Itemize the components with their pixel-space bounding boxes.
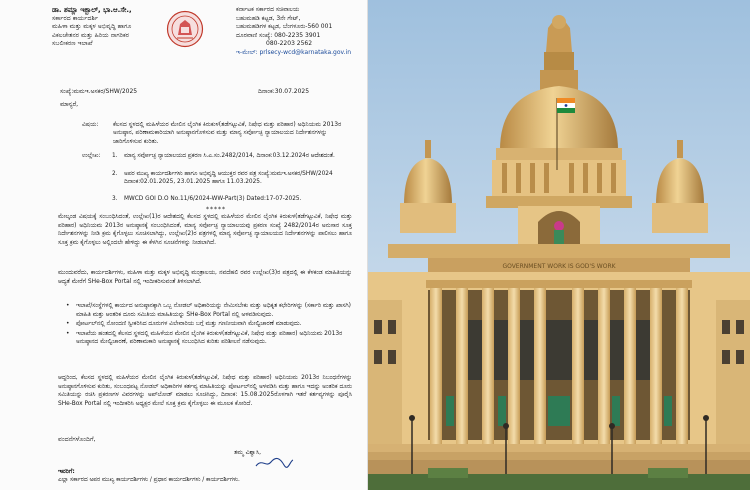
list-item: • ಇಲಾಖೆ/ಸಂಸ್ಥೆಗಳಲ್ಲಿ ಕಾರ್ಯದ ಅನುಷ್ಠಾನಕ್ಕಾಗಿ ಒಬ್ಬ ನೋಡಲ್ ಅಧಿಕಾರಿಯನ್ನು ನೇಮಿಸಬೇಕು ಮತ್ತು ಅಧಿಕೃತ ಕಛೇರಿಗಳನ್ನು (ಸರ್ಕಾರಿ ಮತ್ತು ಖಾಸಗಿ) ಮಾಹಿತಿ ಮತ್ತು ಆಂತರಿಕ ದೂರು ಸಮಿತಿಯ ಮಾಹಿತಿಯನ್ನು SHe-Box Portal ನಲ್ಲಿ ಅಳವಡಿಸುವುದು. xyxy=(76,302,366,319)
body-paragraph-3: ಆದ್ದರಿಂದ, ಕೆಲಸದ ಸ್ಥಳದಲ್ಲಿ ಮಹಿಳೆಯರ ಮೇಲಿನ ಲೈಂಗಿಕ ಕಿರುಕುಳ(ತಡೆಗಟ್ಟುವಿಕೆ, ನಿಷೇಧ ಮತ್ತು ಪರಿಹಾರ) ಅಧಿನಿಯಮ 2013ರ ನಿಬಂಧನೆಗಳನ್ನು ಅನುಷ್ಠಾನಗೊಳಿಸುವ ಕುರಿತು, ಸಂಬಂಧಪಟ್ಟ ನೋಡಲ್ ಅಧಿಕಾರಿಗಳ ಕರ್ತವ್ಯ ಮಾಹಿತಿಯನ್ನು ಪೋರ್ಟಲ್‌ನಲ್ಲಿ ಅಳವಡಿಸಿ ಮತ್ತು ಹಾಗೂ ಇದನ್ನು ಅಂತರಿಕ ದೂರು ಸಮಿತಿಯನ್ನು ರಚಿಸಿ ಪ್ರಕರಣಗಳ ವಿವರಗಳನ್ನು ಅಪ್‌ಲೋಡ್ ಮಾಡಲು ಸೂಚಿಸಿದ್ದು, ದಿನಾಂಕ: 15.08.2025ರೊಳಗಾಗಿ ಇತರೆ ಕರ್ತವ್ಯಗಳನ್ನು ಪೂರೈಸಿ SHe-Box Portal ನಲ್ಲಿ ಇಂದೀಕರಿಸಿ ಅಧ್ಯಕ್ಷರ ಮೇಲೆ ಸೂಕ್ತ ಕ್ರಮ ಕೈಗೊಳ್ಳಲು ಈ ಮೂಲಕ ಕೋರಿದೆ. xyxy=(58,375,352,407)
reference-item xyxy=(112,170,348,186)
reference-item xyxy=(112,152,348,160)
reference-number-label: 3. xyxy=(112,196,118,202)
body-paragraph-1: ಮೇಲ್ಕಂಡ ವಿಷಯಕ್ಕೆ ಸಂಬಂಧಿಸಿದಂತೆ, ಉಲ್ಲೇಖ(1)ರ ಆದೇಶದಲ್ಲಿ ಕೆಲಸದ ಸ್ಥಳದಲ್ಲಿ ಮಹಿಳೆಯರ ಮೇಲಿನ ಲೈಂಗಿಕ ಕಿರುಕುಳ(ತಡೆಗಟ್ಟುವಿಕೆ, ನಿಷೇಧ ಮತ್ತು ಪರಿಹಾರ) ಅಧಿನಿಯಮ 2013ರ ಅನುಷ್ಠಾನಕ್ಕೆ ಸಂಬಂಧಿಸಿದಂತೆ, ಮಾನ್ಯ ಸರ್ವೋಚ್ಛ ನ್ಯಾಯಾಲಯವು ಪ್ರಕರಣ ಸಂಖ್ಯೆ 2482/2014ರ ಅನುಸಾರ ಸೂಕ್ತ ನಿರ್ದೇಶನಗಳನ್ನು ನೀಡಿ ಕ್ರಮ ಕೈಗೊಳ್ಳಲು ಸೂಚಿಸಲಾಗಿದ್ದು, ಉಲ್ಲೇಖ(2)ರ ಪತ್ರಗಳಲ್ಲಿ ಮಾನ್ಯ ಸರ್ವೋಚ್ಛ ನ್ಯಾಯಾಲಯದ ನಿರ್ದೇಶನಗಳನ್ನು ಪಾಲಿಸಲು ಹಾಗೂ ಸೂಕ್ತ ಕ್ರಮ ಕೈಗೊಳ್ಳಲು ಅಲ್ಲಿಂದಲೇ ಹೇಳಿದ್ದು ಈ ಕೆಳಗಿನ ಸೂಚನೆಗಳನ್ನು ನೀಡಲಾಗಿದೆ. xyxy=(58,214,352,246)
column-capitals xyxy=(426,280,692,288)
sender-name: ಡಾ. ಶಮ್ಲಾ ಇಕ್ಬಾಲ್, ಭಾ.ಆ.ಸೇ., xyxy=(52,6,132,14)
building-illustration xyxy=(368,0,750,490)
reference-number-label: 1. xyxy=(112,153,118,159)
reference-number-label: 2. xyxy=(112,171,118,177)
letter-header-left xyxy=(52,6,162,49)
side-wing-left xyxy=(368,300,402,460)
list-item: • ಪೋರ್ಟಲ್‌ನಲ್ಲಿ ನೋಂದಣಿ ಸ್ವೀಕರಿಸಿದ ದೂರುಗಳ ವಿಲೇವಾರಿಯ ಬಗ್ಗೆ ಮತ್ತು ಗಣನೀಯವಾಗಿ ಮೇಲ್ವಿಚಾರಣೆ ಮಾಡುವುದು. xyxy=(76,320,366,329)
letter-date: ದಿನಾಂಕ:30.07.2025 xyxy=(258,88,310,95)
letter-header-right xyxy=(236,6,366,58)
recipients-text: ಎಲ್ಲಾ ಸರ್ಕಾರದ ಅಪರ ಮುಖ್ಯ ಕಾರ್ಯದರ್ಶಿಗಳು / ಪ್ರಧಾನ ಕಾರ್ಯದರ್ಶಿಗಳು / ಕಾರ್ಯದರ್ಶಿಗಳು. xyxy=(58,477,240,483)
reference-item xyxy=(112,195,348,203)
vidhana-soudha-photo xyxy=(368,0,750,490)
phone-line: 080-2203 2562 xyxy=(266,40,313,48)
building-banner: GOVERNMENT WORK IS GOD'S WORK xyxy=(502,263,616,270)
list-item: • ಇಲಾಖೆಯ ಹಂತದಲ್ಲಿ ಕೆಲಸದ ಸ್ಥಳದಲ್ಲಿ ಮಹಿಳೆಯರ ಮೇಲಿನ ಲೈಂಗಿಕ ಕಿರುಕುಳ(ತಡೆಗಟ್ಟುವಿಕೆ, ನಿಷೇಧ ಮತ್ತು ಪರಿಹಾರ) ಅಧಿನಿಯಮ 2013ರ ಅನುಷ್ಠಾನದ ಮೇಲ್ವಿಚಾರಣೆ, ಪರಿಣಾಮಕಾರಿ ಅನುಷ್ಠಾನಕ್ಕೆ ಸಂಬಂಧಿಸಿದ ಕುರಿತು ಪರಿಶೀಲನೆ ನಡೆಸುವುದು. xyxy=(76,330,366,347)
sender-line: ಸಬಲೀಕರಣ ಇಲಾಖೆ xyxy=(52,40,93,48)
address-line: ಬಹುಮಹಡಿಗಳ ಕಟ್ಟಡ, ಬೆಂಗಳೂರು-560 001 xyxy=(236,23,333,31)
signature-icon xyxy=(254,456,294,470)
instruction-list xyxy=(64,302,366,348)
email-line: ಇ-ಮೇಲ್: prlsecy-wcd@karnataka.gov.in xyxy=(236,48,351,56)
government-letter xyxy=(0,0,368,490)
address-line: ಕರ್ನಾಟಕ ಸರ್ಕಾರದ ಸಚಿವಾಲಯ xyxy=(236,6,300,13)
recipients-label: ಇವರಿಗೆ: xyxy=(58,468,75,475)
sender-line: ಮಹಿಳಾ ಮತ್ತು ಮಕ್ಕಳ ಅಭಿವೃದ್ಧಿ ಹಾಗೂ xyxy=(52,23,132,31)
reference-number: ಸಂಖ್ಯೆ:ಮಮಇ.ಅಸಕರ/SHW/2025 xyxy=(60,88,138,95)
sender-line: ಸರ್ಕಾರದ ಕಾರ್ಯದರ್ಶಿ xyxy=(52,14,99,22)
body-paragraph-2: ಮುಂದುವರೆದು, ಕಾರ್ಯದರ್ಶಿಗಳು, ಮಹಿಳಾ ಮತ್ತು ಮಕ್ಕಳ ಅಭಿವೃದ್ಧಿ ಮಂತ್ರಾಲಯ, ನವದೆಹಲಿ ರವರ ಉಲ್ಲೇಖ(3)ರ ಪತ್ರದಲ್ಲಿ ಈ ಕೆಳಕಂಡ ಮಾಹಿತಿಯನ್ನು ಆದ್ಯತೆ ಮೇರೆಗೆ SHe-Box Portal ನಲ್ಲಿ ಇಂದೀಕರಿಸುವಂತೆ ತಿಳಿಸಲಾಗಿದೆ. xyxy=(58,270,352,285)
address-line: ಬಹುಮಹಡಿ ಕಟ್ಟಡ, 3ನೇ ಗೇಟ್, xyxy=(236,14,301,22)
separator-stars: ***** xyxy=(206,206,226,213)
phone-line: ದೂರವಾಣಿ ಸಂಖ್ಯೆ: 080-2235 3901 xyxy=(236,31,321,39)
reference-text: ಅಪರ ಮುಖ್ಯ ಕಾರ್ಯದರ್ಶಿಗಳು ಹಾಗೂ ಅಭಿವೃದ್ಧಿ ಆಯುಕ್ತರ ರವರ ಪತ್ರ ಸಂಖ್ಯೆ:ಮಮಇ.ಅಸಕರ/SHW/2024 ದಿನಾಂಕ:02.01.2025, 23.01.2025 ಹಾಗೂ 11.03.2025. xyxy=(124,171,333,185)
side-wing-right xyxy=(716,300,750,460)
central-arch xyxy=(518,206,600,246)
reference-text: ಮಾನ್ಯ ಸರ್ವೋಚ್ಛ ನ್ಯಾಯಾಲಯದ ಪ್ರಕರಣ ಸಿ.ಎ.ಸಂ.2482/2014, ದಿನಾಂಕ:03.12.2024ರ ಆದೇಶದಂತೆ. xyxy=(124,153,335,159)
reference-text: MWCD GOI D.O No.11/6/2024-WW-Part(3) Dated:17-07-2025. xyxy=(124,196,302,202)
subject-text: ಕೆಲಸದ ಸ್ಥಳದಲ್ಲಿ ಮಹಿಳೆಯರ ಮೇಲಿನ ಲೈಂಗಿಕ ಕಿರುಕುಳ(ತಡೆಗಟ್ಟುವಿಕೆ, ನಿಷೇಧ ಮತ್ತು ಪರಿಹಾರ) ಅಧಿನಿಯಮ 2013ರ ಅನುಷ್ಠಾನ, ಪರಿಣಾಮಕಾರಿಯಾಗಿ ಅನುಷ್ಠಾನಗೊಳಿಸುವ ಮತ್ತು ಮಾನ್ಯ ಸರ್ವೋಚ್ಛ ನ್ಯಾಯಾಲಯದ ನಿರ್ದೇಶನಗಳನ್ನು ಜಾರಿಗೊಳಿಸುವ ಕುರಿತು. xyxy=(113,121,342,145)
references-label: ಉಲ್ಲೇಖ: xyxy=(82,152,101,159)
cornice xyxy=(388,244,730,258)
karnataka-emblem-icon xyxy=(166,10,204,48)
closing-greeting: ವಂದನೆಗಳೊಂದಿಗೆ, xyxy=(58,436,96,443)
subject-label: ವಿಷಯ: xyxy=(82,121,99,128)
sender-line: ವಿಕಲಚೇತನರ ಮತ್ತು ಹಿರಿಯ ನಾಗರಿಕರ xyxy=(52,31,130,39)
signature-label: ತಮ್ಮ ವಿಶ್ವಾಸಿ, xyxy=(234,449,262,456)
salutation: ಮಾನ್ಯರೆ, xyxy=(60,101,79,108)
